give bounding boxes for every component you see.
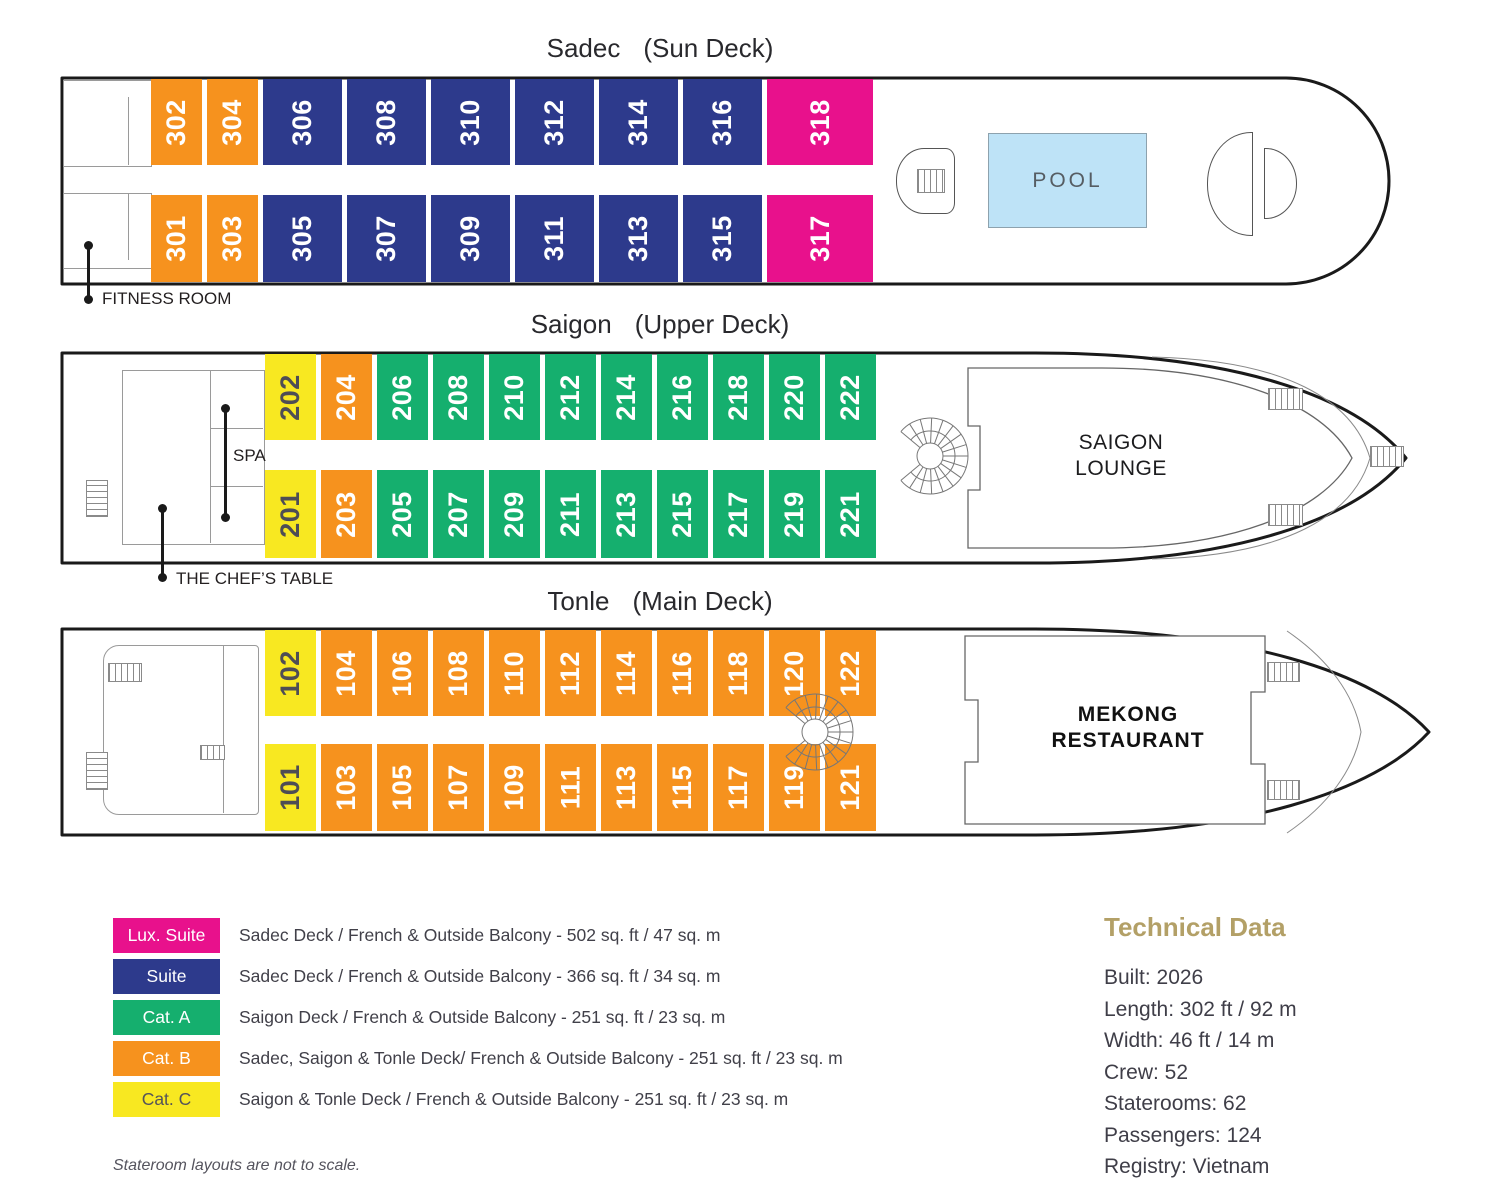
stateroom-205 <box>377 470 428 558</box>
stateroom-number: 121 <box>835 764 865 811</box>
stateroom-number: 108 <box>443 649 473 697</box>
technical-data-title: Technical Data <box>1104 912 1286 942</box>
stateroom-218 <box>713 354 764 440</box>
ladder-icon <box>86 752 108 790</box>
stateroom-106 <box>377 630 428 716</box>
stateroom-number: 104 <box>331 649 361 697</box>
legend-description: Saigon Deck / French & Outside Balcony - 251 sq. ft / 23 sq. m <box>239 1007 726 1027</box>
technical-data-line: Width: 46 ft / 14 m <box>1104 1029 1275 1052</box>
fitness-room-label: FITNESS ROOM <box>102 289 232 308</box>
stateroom-103 <box>321 744 372 831</box>
stateroom-number: 209 <box>499 490 529 538</box>
sadec-cabin-row-bottom <box>151 195 873 282</box>
legend-description: Sadec Deck / French & Outside Balcony - 502 sq. ft / 47 sq. m <box>239 925 721 945</box>
stateroom-number: 203 <box>331 490 361 538</box>
fitness-room-outline-bottom <box>63 193 152 269</box>
spa-divider <box>210 370 211 543</box>
stateroom-222 <box>825 354 876 440</box>
stateroom-208 <box>433 354 484 440</box>
stateroom-210 <box>489 354 540 440</box>
stateroom-112 <box>545 630 596 716</box>
technical-data-line: Crew: 52 <box>1104 1060 1189 1084</box>
stateroom-number: 204 <box>331 373 361 421</box>
stateroom-number: 317 <box>804 215 835 262</box>
technical-data-lines <box>1104 962 1484 1183</box>
stateroom-number: 304 <box>217 98 247 146</box>
category-legend <box>113 918 843 1117</box>
stairs-icon <box>1268 504 1303 526</box>
stateroom-204 <box>321 354 372 440</box>
stateroom-105 <box>377 744 428 831</box>
legend-swatch: Lux. Suite <box>113 918 220 953</box>
stairs-icon <box>108 663 142 682</box>
stairs-icon <box>917 169 945 193</box>
stateroom-214 <box>601 354 652 440</box>
stateroom-115 <box>657 744 708 831</box>
stateroom-number: 119 <box>779 764 809 811</box>
pool <box>988 133 1147 228</box>
stateroom-number: 210 <box>499 373 529 421</box>
stairs-icon <box>1268 388 1303 410</box>
legend-swatch: Cat. A <box>113 1000 220 1035</box>
stateroom-101 <box>265 744 316 831</box>
stateroom-number: 215 <box>667 490 697 538</box>
stateroom-number: 301 <box>161 215 191 262</box>
stateroom-311 <box>515 195 594 282</box>
stateroom-number: 213 <box>611 490 641 538</box>
legend-description: Sadec Deck / French & Outside Balcony - 366 sq. ft / 34 sq. m <box>239 966 721 986</box>
stateroom-number: 208 <box>443 373 473 421</box>
deck-subtitle: (Main Deck) <box>632 586 773 616</box>
stateroom-number: 222 <box>835 373 865 421</box>
technical-data-line: Registry: Vietnam <box>1104 1155 1270 1178</box>
stateroom-number: 115 <box>667 764 697 811</box>
technical-data-line: Length: 302 ft / 92 m <box>1104 997 1297 1021</box>
stateroom-207 <box>433 470 484 558</box>
sadec-deck-plan <box>60 73 1400 308</box>
stateroom-number: 303 <box>217 215 247 262</box>
stateroom-114 <box>601 630 652 716</box>
stateroom-number: 116 <box>667 650 697 696</box>
stateroom-211 <box>545 470 596 558</box>
tonle-deck-plan <box>60 626 1440 842</box>
stateroom-number: 117 <box>723 764 753 811</box>
stateroom-111 <box>545 744 596 831</box>
sadec-cabin-row-top <box>151 79 873 165</box>
deck-subtitle: (Upper Deck) <box>634 309 790 339</box>
saigon-lounge-label: SAIGON LOUNGE <box>1075 431 1167 480</box>
stateroom-number: 120 <box>779 649 809 697</box>
stateroom-220 <box>769 354 820 440</box>
legend-row <box>113 1041 843 1076</box>
fitness-room-outline-top <box>63 80 152 167</box>
stateroom-number: 206 <box>387 373 417 421</box>
stateroom-number: 205 <box>387 490 417 538</box>
stateroom-number: 202 <box>275 373 305 421</box>
fitness-room-pin-icon <box>87 245 90 300</box>
legend-row <box>113 959 843 994</box>
stateroom-308 <box>347 79 426 165</box>
stateroom-number: 207 <box>443 490 473 538</box>
chefs-table-pin-icon <box>161 508 164 578</box>
saigon-deck-plan <box>60 350 1410 588</box>
stateroom-number: 105 <box>387 764 417 811</box>
stateroom-number: 111 <box>554 765 585 810</box>
stateroom-number: 302 <box>161 98 191 146</box>
stateroom-number: 217 <box>723 490 753 538</box>
pool-label: POOL <box>1032 168 1103 192</box>
stateroom-318 <box>767 79 873 165</box>
stateroom-306 <box>263 79 342 165</box>
stateroom-number: 310 <box>455 98 485 146</box>
aft-structure-divider <box>223 645 224 813</box>
stateroom-number: 216 <box>667 373 697 421</box>
stateroom-219 <box>769 470 820 558</box>
stateroom-305 <box>263 195 342 282</box>
stateroom-310 <box>431 79 510 165</box>
footnote: Stateroom layouts are not to scale. <box>113 1157 361 1174</box>
spa-inner-line-bottom <box>210 486 263 487</box>
stateroom-number: 314 <box>623 98 653 146</box>
saigon-cabin-row-bottom <box>265 470 876 558</box>
stateroom-313 <box>599 195 678 282</box>
fitness-room-divider-bottom <box>128 193 129 260</box>
stateroom-113 <box>601 744 652 831</box>
stairs-icon <box>1267 780 1300 800</box>
stateroom-212 <box>545 354 596 440</box>
stateroom-206 <box>377 354 428 440</box>
stateroom-number: 318 <box>804 98 835 146</box>
stateroom-number: 313 <box>623 215 653 262</box>
technical-data-line: Built: 2026 <box>1104 966 1204 989</box>
stateroom-number: 220 <box>779 373 809 421</box>
stateroom-118 <box>713 630 764 716</box>
stateroom-302 <box>151 79 202 165</box>
deck-name: Tonle <box>547 586 610 616</box>
stateroom-217 <box>713 470 764 558</box>
stateroom-number: 307 <box>371 215 401 262</box>
stateroom-number: 201 <box>275 490 305 538</box>
stateroom-215 <box>657 470 708 558</box>
stateroom-216 <box>657 354 708 440</box>
stateroom-number: 114 <box>611 650 641 696</box>
stateroom-number: 110 <box>499 650 529 696</box>
sadec-deck-title <box>0 33 1320 64</box>
legend-row <box>113 918 843 953</box>
spiral-stairs-icon <box>775 692 855 772</box>
stairs-icon <box>1370 446 1404 467</box>
stateroom-number: 219 <box>779 490 809 538</box>
saigon-deck-title <box>0 309 1320 340</box>
stateroom-number: 103 <box>331 764 361 811</box>
stateroom-315 <box>683 195 762 282</box>
stateroom-102 <box>265 630 316 716</box>
legend-description: Saigon & Tonle Deck / French & Outside Balcony - 251 sq. ft / 23 sq. m <box>239 1089 789 1109</box>
stateroom-number: 106 <box>387 649 417 697</box>
stateroom-number: 122 <box>835 649 865 697</box>
stateroom-number: 102 <box>275 649 305 697</box>
stateroom-314 <box>599 79 678 165</box>
stateroom-201 <box>265 470 316 558</box>
stairs-icon <box>1267 662 1300 682</box>
legend-swatch: Cat. C <box>113 1082 220 1117</box>
stateroom-117 <box>713 744 764 831</box>
deck-name: Sadec <box>546 33 621 63</box>
stateroom-301 <box>151 195 202 282</box>
stateroom-110 <box>489 630 540 716</box>
stateroom-number: 109 <box>499 764 529 811</box>
deck-name: Saigon <box>530 309 612 339</box>
spa-label: SPA <box>233 446 266 465</box>
stateroom-number: 107 <box>443 764 473 811</box>
stateroom-108 <box>433 630 484 716</box>
spa-pin-icon <box>224 408 227 518</box>
stateroom-213 <box>601 470 652 558</box>
stateroom-104 <box>321 630 372 716</box>
mekong-restaurant-label: MEKONG RESTAURANT <box>1051 703 1205 752</box>
spiral-stairs-icon <box>890 416 970 496</box>
saigon-cabin-row-top <box>265 354 876 440</box>
fitness-room-divider-top <box>128 97 129 165</box>
stateroom-number: 315 <box>707 215 737 262</box>
stateroom-number: 113 <box>611 764 641 811</box>
stateroom-317 <box>767 195 873 282</box>
stateroom-number: 316 <box>707 98 737 146</box>
technical-data-line: Staterooms: 62 <box>1104 1092 1247 1115</box>
stateroom-number: 311 <box>539 215 569 262</box>
stateroom-303 <box>207 195 258 282</box>
stateroom-number: 308 <box>371 98 401 146</box>
chefs-table-label: THE CHEF’S TABLE <box>176 569 334 588</box>
stateroom-107 <box>433 744 484 831</box>
technical-data <box>1104 912 1484 1183</box>
stateroom-304 <box>207 79 258 165</box>
stateroom-203 <box>321 470 372 558</box>
stateroom-116 <box>657 630 708 716</box>
stateroom-number: 118 <box>723 650 753 696</box>
stateroom-number: 309 <box>455 215 485 262</box>
stateroom-109 <box>489 744 540 831</box>
stateroom-221 <box>825 470 876 558</box>
stateroom-312 <box>515 79 594 165</box>
stateroom-number: 214 <box>611 373 641 421</box>
stateroom-number: 312 <box>539 98 569 146</box>
stateroom-number: 218 <box>723 373 753 421</box>
stateroom-number: 306 <box>287 98 317 146</box>
stateroom-202 <box>265 354 316 440</box>
legend-row <box>113 1000 843 1035</box>
stateroom-209 <box>489 470 540 558</box>
tonle-deck-title <box>0 586 1320 617</box>
stateroom-309 <box>431 195 510 282</box>
stateroom-number: 112 <box>555 650 585 696</box>
stairs-icon <box>200 745 225 760</box>
stateroom-number: 211 <box>555 491 585 537</box>
legend-row <box>113 1082 843 1117</box>
stateroom-number: 101 <box>275 764 305 811</box>
legend-description: Sadec, Saigon & Tonle Deck/ French & Outside Balcony - 251 sq. ft / 23 sq. m <box>239 1048 843 1068</box>
spa-inner-line-top <box>210 428 263 429</box>
deck-subtitle: (Sun Deck) <box>643 33 774 63</box>
ladder-icon <box>86 480 108 517</box>
stateroom-number: 212 <box>555 373 585 421</box>
technical-data-line: Passengers: 124 <box>1104 1123 1262 1147</box>
legend-swatch: Suite <box>113 959 220 994</box>
stateroom-316 <box>683 79 762 165</box>
stateroom-number: 221 <box>835 490 865 538</box>
stateroom-307 <box>347 195 426 282</box>
legend-swatch: Cat. B <box>113 1041 220 1076</box>
stateroom-number: 305 <box>287 215 317 262</box>
